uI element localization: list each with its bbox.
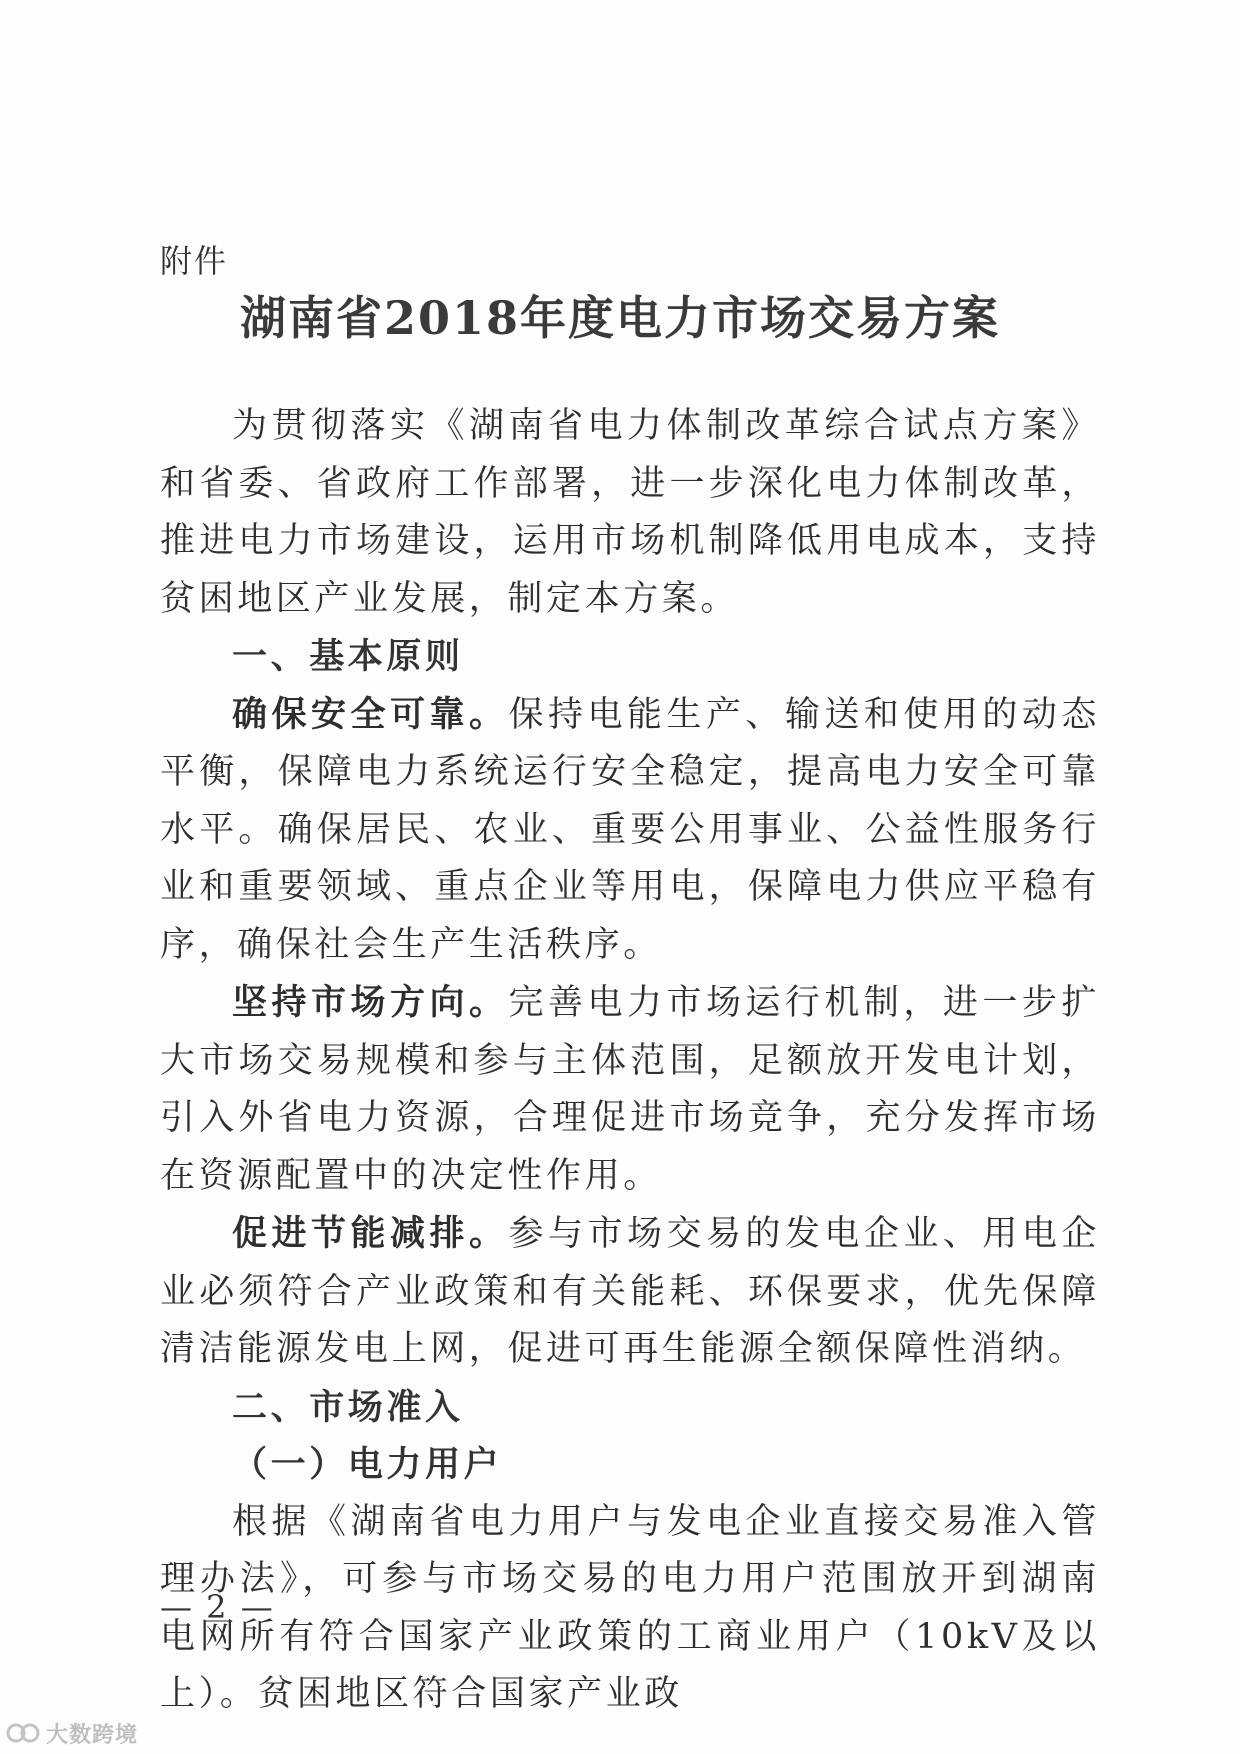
principle-lead: 促进节能减排。	[232, 1213, 509, 1254]
watermark	[6, 1716, 138, 1750]
users-paragraph: 根据《湖南省电力用户与发电企业直接交易准入管理办法》，可参与市场交易的电力用户范围放开到湖南电网所有符合国家产业政策的工商业用户（10kV及以上）。贫困地区符合国家产业政	[160, 1501, 1100, 1714]
principle-lead: 坚持市场方向。	[232, 982, 509, 1023]
document-title: 湖南省2018年度电力市场交易方案	[239, 291, 1001, 345]
principle-paragraph	[160, 974, 1100, 1205]
principle-text: 保持电能生产、输送和使用的动态平衡，保障电力系统运行安全稳定，提高电力安全可靠水平。确保居民、农业、重要公用事业、公益性服务行业和重要领域、重点企业等用电，保障电力供应平稳有序，确保社会生产生活秩序。	[160, 694, 1100, 965]
principle-paragraph	[160, 686, 1100, 975]
principle-lead: 确保安全可靠。	[232, 693, 509, 735]
intro-paragraph: 为贯彻落实《湖南省电力体制改革综合试点方案》和省委、省政府工作部署，进一步深化电力体制改革，推进电力市场建设，运用市场机制降低用电成本，支持贫困地区产业发展，制定本方案。	[160, 406, 1100, 619]
principle-paragraph	[160, 1205, 1100, 1379]
watermark-logo-icon	[6, 1718, 40, 1748]
page-number: — 2 —	[160, 1588, 275, 1626]
document-body	[160, 398, 1100, 1724]
section-heading-principles: 一、基本原则	[232, 636, 464, 677]
principle-text: 完善电力市场运行机制，进一步扩大市场交易规模和参与主体范围，足额放开发电计划，引入外省电力资源，合理促进市场竞争，充分发挥市场在资源配置中的决定性作用。	[160, 983, 1100, 1196]
section-heading-market-access: 二、市场准入	[232, 1386, 464, 1428]
attachment-label: 附件	[160, 242, 229, 280]
subsection-heading-users: （一）电力用户	[232, 1444, 503, 1485]
principle-text: 参与市场交易的发电企业、用电企业必须符合产业政策和有关能耗、环保要求，优先保障清洁能源发电上网，促进可再生能源全额保障性消纳。	[160, 1214, 1100, 1369]
watermark-text: 大数跨境	[46, 1722, 139, 1748]
